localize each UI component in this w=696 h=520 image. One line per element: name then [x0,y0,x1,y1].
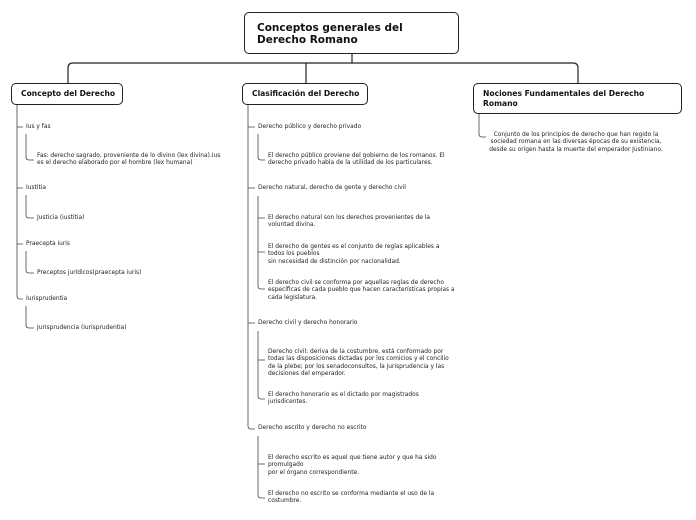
subtopic-publico-privado[interactable]: El derecho público proviene del gobierno de los romanos. El derecho privado habla de la utilidad de los particulares. [268,153,445,167]
branch2-sub4 [258,436,265,498]
branch3-sub1 [479,114,486,137]
branch-title: Nociones Fundamentales del Derecho Romano [483,89,645,108]
branch-clasificacion-del-derecho[interactable] [242,83,368,105]
subtopic-fas[interactable]: Fas: derecho sagrado, proveniente de lo divino (lex divina).Ius es el derecho elaborado por el hombre (lex humana) [37,153,221,167]
branch2-sub3 [258,331,265,399]
subtopic-derecho-civil[interactable]: El derecho civil se conforma por aquellas reglas de derecho específicas de cada pueblo que hacen características propias a cada legislatura. [268,280,455,301]
subtopic-derecho-gentes[interactable]: El derecho de gentes es el conjunto de reglas aplicables a todos los pueblos sin necesidad de distinción por nacionalidad. [268,244,440,265]
branch-concepto-del-derecho[interactable] [11,83,123,105]
topic-civil-honorario[interactable]: Derecho civil y derecho honorario [258,320,358,326]
branch1-spine [17,105,23,299]
branch1-sub1 [26,134,34,160]
branch2-sub1 [258,134,265,160]
root-connector [68,54,578,83]
topic-praecepta-iuris[interactable]: Praecepta iuris [26,241,70,247]
branch2-sub2 [258,196,265,289]
subtopic-escrito[interactable]: El derecho escrito es aquel que tiene autor y que ha sido promulgado por el órgano correspondiente. [268,455,437,476]
branch-title: Concepto del Derecho [21,89,116,98]
topic-ius-y-fas[interactable]: Ius y fas [26,124,51,130]
branch-nociones-fundamentales[interactable] [473,83,682,114]
subtopic-jurisprudencia[interactable]: Jurisprudencia (iurisprudentia) [37,325,127,331]
branch1-sub2 [26,195,34,218]
branch1-sub3 [26,251,34,273]
branch1-sub4 [26,306,34,328]
subtopic-justicia[interactable]: Justicia (iustitia) [37,215,85,221]
root-node[interactable] [244,12,459,54]
subtopic-preceptos[interactable]: Preceptos jurídicos(praecepta iuris) [37,270,142,276]
topic-definicion-derecho-romano[interactable]: Conjunto de los principios de derecho que han regido la sociedad romana en las diversas épocas de su existencia, desde su origen hasta la muerte del emperador Justiniano. [489,132,663,153]
topic-iurisprudentia[interactable]: Iurisprudentia [26,296,68,302]
branch2-spine [248,105,255,429]
topic-iustitia[interactable]: Iustitia [26,185,47,191]
topic-natural-gentes-civil[interactable]: Derecho natural, derecho de gente y derecho civil [258,185,406,191]
root-title: Conceptos generales del Derecho Romano [257,22,403,46]
subtopic-derecho-natural[interactable]: El derecho natural son los derechos provenientes de la voluntad divina. [268,215,430,229]
topic-escrito-no-escrito[interactable]: Derecho escrito y derecho no escrito [258,425,367,431]
branch-title: Clasificación del Derecho [252,89,360,98]
subtopic-honorario[interactable]: El derecho honorario es el dictado por magistrados jurisdicentes. [268,392,419,406]
topic-publico-privado[interactable]: Derecho público y derecho privado [258,124,362,130]
subtopic-civil-costumbre[interactable]: Derecho civil: deriva de la costumbre, está conformado por todas las disposiciones dictadas por los comicios y el concilio de la plebe; por los senadoconsultos, la jurisprudencia y las decisiones del emperador. [268,349,449,377]
subtopic-no-escrito[interactable]: El derecho no escrito se conforma mediante el uso de la costumbre. [268,491,435,505]
